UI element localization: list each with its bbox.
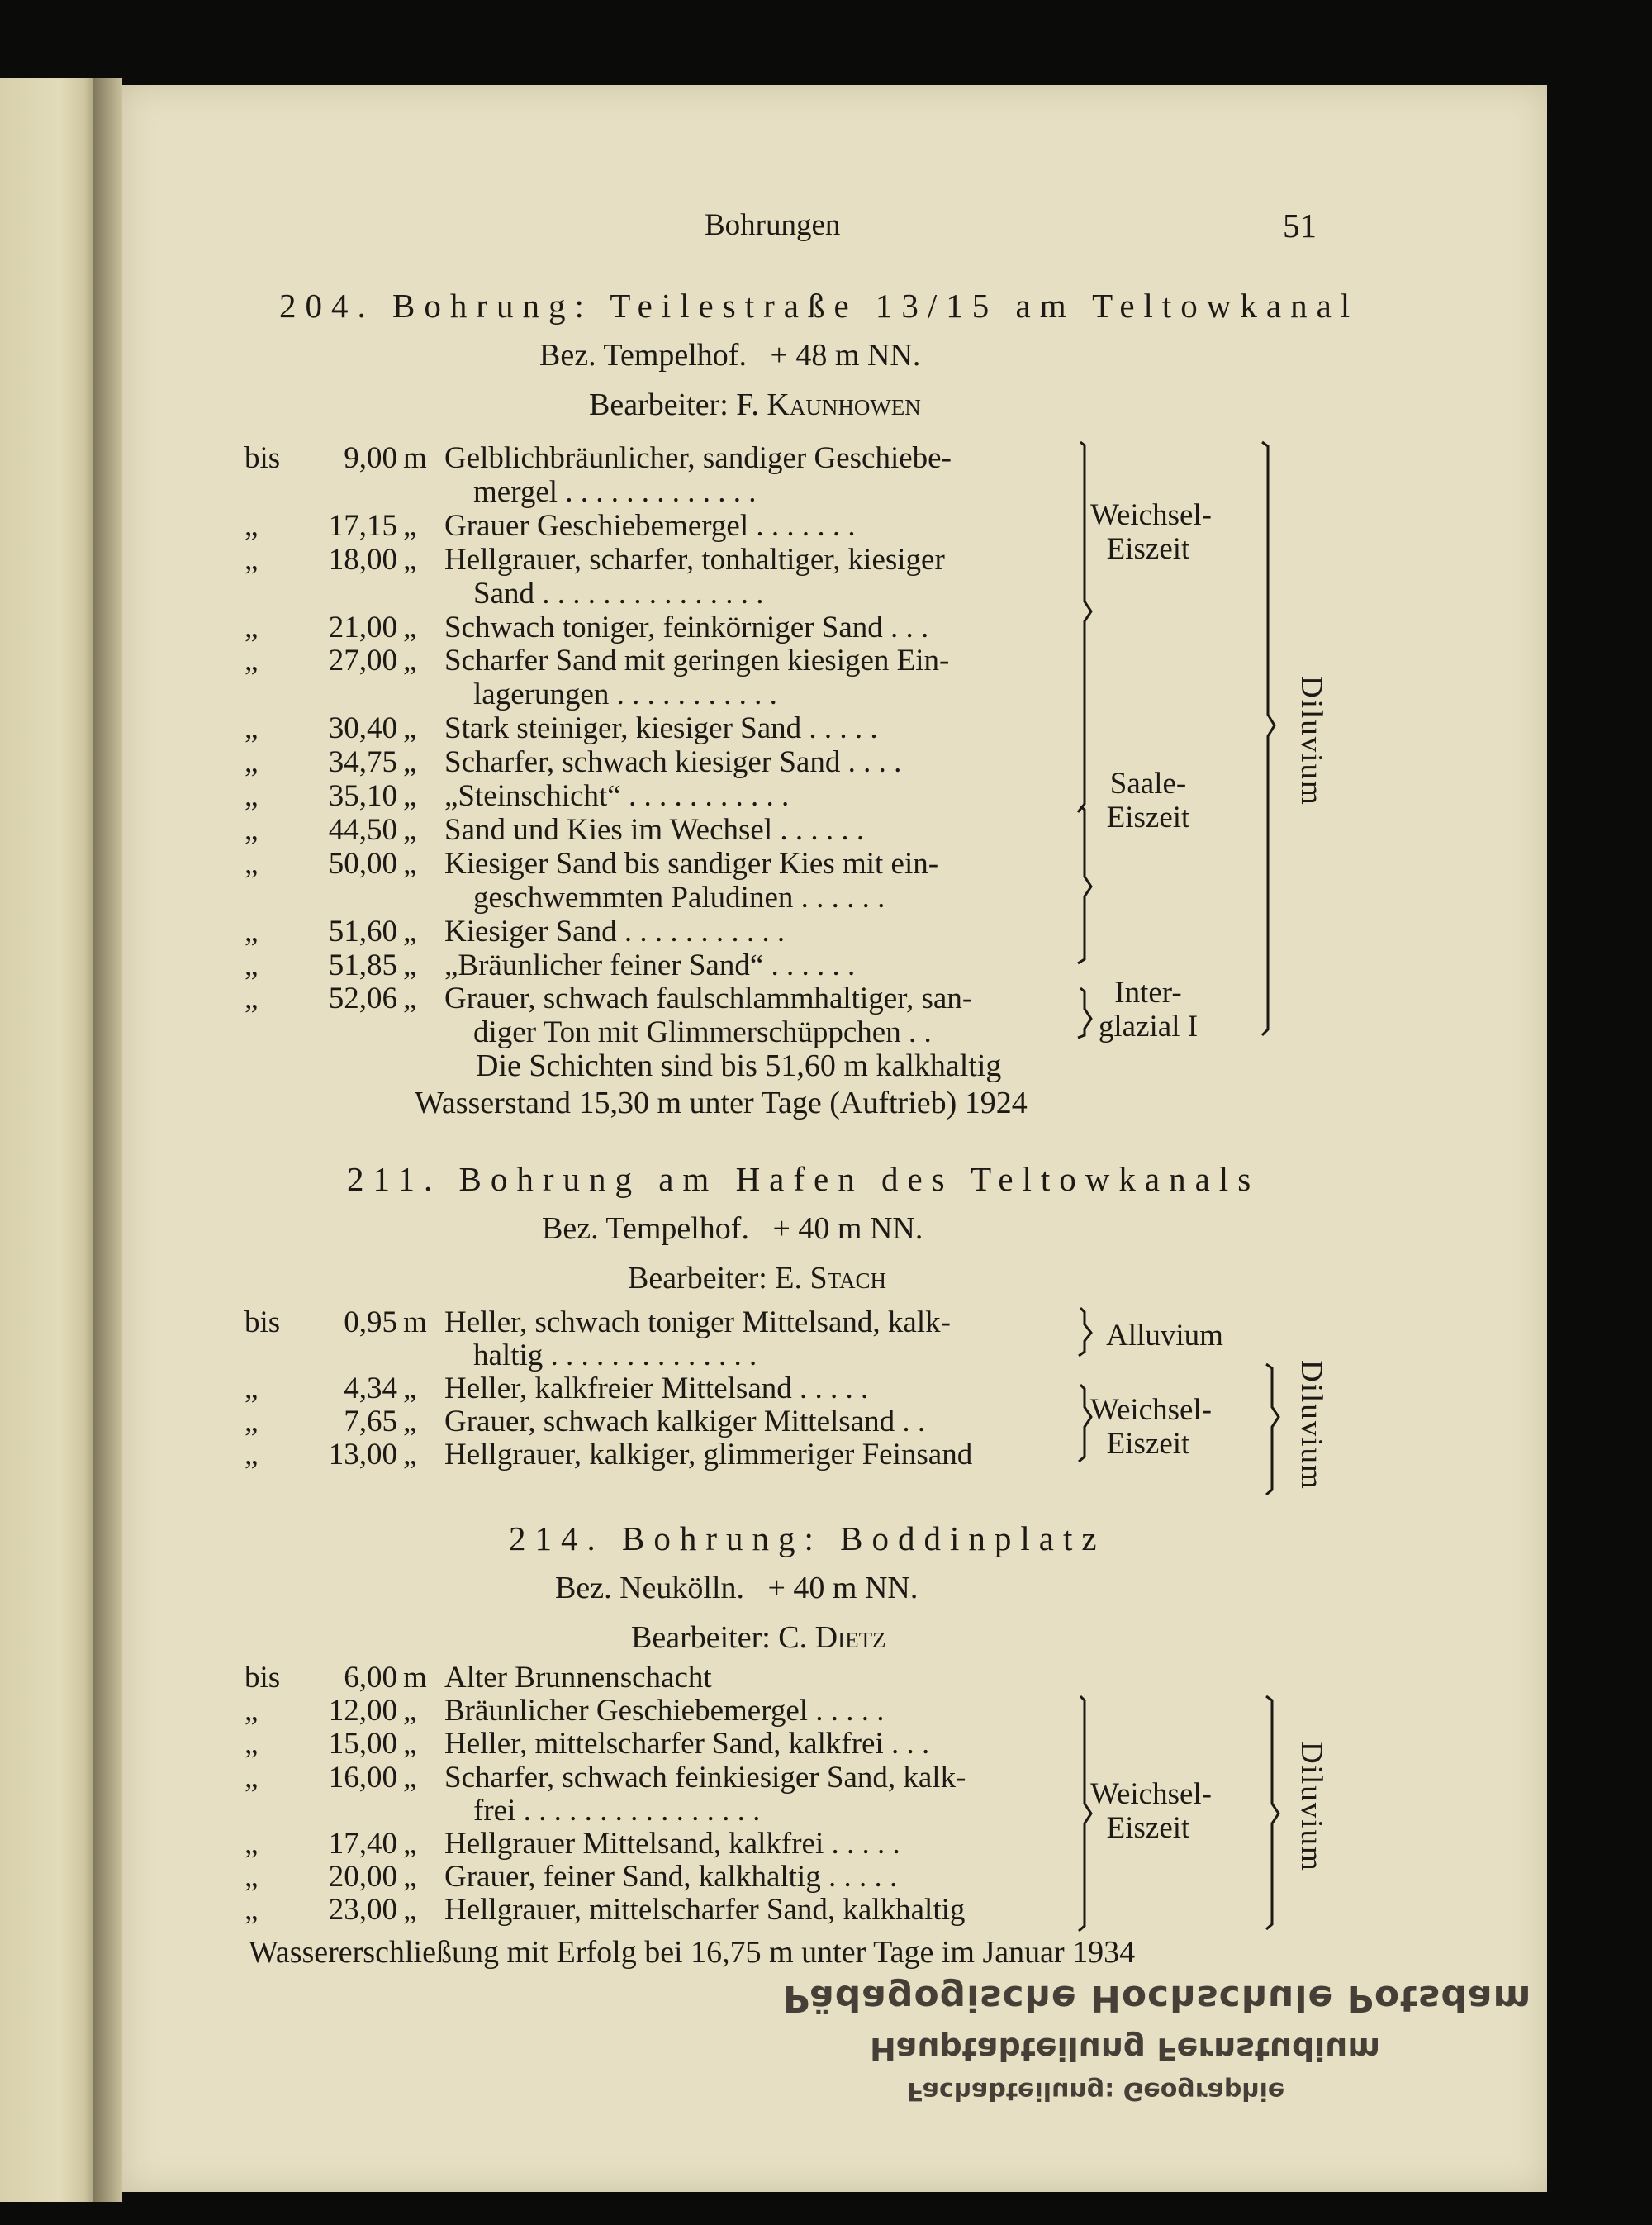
row-depth: 17,15 bbox=[328, 508, 397, 543]
period-diluvium-211: Diluvium bbox=[1294, 1360, 1328, 1490]
row-unit: „ bbox=[403, 542, 417, 577]
row-prefix: „ bbox=[244, 1860, 259, 1895]
label-alluvium-211: Alluvium bbox=[1106, 1319, 1223, 1353]
row-depth: 4,34 bbox=[344, 1372, 397, 1405]
left-page-edge bbox=[0, 78, 99, 2202]
row-unit: „ bbox=[403, 508, 417, 543]
row-unit: „ bbox=[403, 711, 417, 746]
row-description-line: diger Ton mit Glimmerschüppchen . . bbox=[473, 1015, 932, 1050]
row-unit: „ bbox=[403, 745, 417, 780]
running-title: Bohrungen bbox=[705, 208, 841, 242]
row-description-line: Scharfer Sand mit geringen kiesigen Ein- bbox=[444, 644, 950, 678]
location-line-211: Bez. Tempelhof. + 40 m NN. bbox=[542, 1211, 923, 1246]
period-diluvium-204: Diluvium bbox=[1294, 676, 1328, 806]
label-weichsel-214: Weichsel- Eiszeit bbox=[1090, 1777, 1213, 1845]
row-unit: „ bbox=[403, 846, 417, 881]
row-description-line: mergel . . . . . . . . . . . . . bbox=[473, 474, 757, 509]
editor-name: Stach bbox=[809, 1261, 886, 1296]
row-unit: „ bbox=[403, 1372, 417, 1405]
row-prefix: „ bbox=[244, 914, 259, 948]
row-unit: „ bbox=[403, 1827, 417, 1861]
row-depth: 15,00 bbox=[328, 1727, 397, 1761]
row-description-line: Scharfer, schwach kiesiger Sand . . . . bbox=[444, 745, 902, 780]
row-description-line: geschwemmten Paludinen . . . . . . bbox=[473, 880, 885, 915]
row-depth: 44,50 bbox=[328, 812, 397, 847]
row-prefix: bis bbox=[244, 441, 281, 475]
row-depth: 18,00 bbox=[328, 542, 397, 577]
row-description-line: Scharfer, schwach feinkiesiger Sand, kalk- bbox=[444, 1760, 966, 1795]
row-description-line: „Bräunlicher feiner Sand“ . . . . . . bbox=[444, 948, 856, 982]
row-prefix: „ bbox=[244, 1694, 259, 1728]
row-description-line: Sand . . . . . . . . . . . . . . . bbox=[473, 576, 764, 611]
section-title-211: 211. Bohrung am Hafen des Teltowkanals bbox=[347, 1160, 1260, 1198]
row-description-line: „Steinschicht“ . . . . . . . . . . . bbox=[444, 779, 790, 813]
editor-name: Dietz bbox=[814, 1620, 886, 1655]
row-description-line: Heller, schwach toniger Mittelsand, kalk- bbox=[444, 1305, 951, 1339]
row-depth: 0,95 bbox=[344, 1305, 397, 1339]
row-prefix: „ bbox=[244, 779, 259, 813]
row-description-line: Hellgrauer, kalkiger, glimmeriger Feinsand bbox=[444, 1438, 973, 1471]
row-depth: 50,00 bbox=[328, 846, 397, 881]
book-gutter bbox=[93, 78, 122, 2202]
row-description-line: lagerungen . . . . . . . . . . . bbox=[473, 677, 777, 712]
row-depth: 7,65 bbox=[344, 1405, 397, 1438]
row-description-line: Hellgrauer, scharfer, tonhaltiger, kiesiger bbox=[444, 542, 945, 577]
row-description-line: Grauer, schwach kalkiger Mittelsand . . bbox=[444, 1405, 926, 1438]
row-depth: 51,85 bbox=[328, 948, 397, 982]
row-prefix: „ bbox=[244, 1727, 259, 1761]
row-unit: m bbox=[403, 441, 427, 475]
row-unit: „ bbox=[403, 610, 417, 644]
location-line-204: Bez. Tempelhof. + 48 m NN. bbox=[539, 338, 921, 373]
row-depth: 23,00 bbox=[328, 1893, 397, 1928]
row-depth: 27,00 bbox=[328, 644, 397, 678]
row-description-line: frei . . . . . . . . . . . . . . . . bbox=[473, 1793, 761, 1828]
location-line-214: Bez. Neukölln. + 40 m NN. bbox=[555, 1571, 919, 1605]
row-description-line: Sand und Kies im Wechsel . . . . . . bbox=[444, 812, 865, 847]
row-prefix: „ bbox=[244, 846, 259, 881]
library-stamp-line-3: Fachabteilung: Geographie bbox=[907, 2076, 1285, 2105]
label-interglazial-204: Inter- glazial I bbox=[1098, 976, 1199, 1044]
row-description-line: Stark steiniger, kiesiger Sand . . . . . bbox=[444, 711, 878, 746]
row-description-line: haltig . . . . . . . . . . . . . . bbox=[473, 1338, 757, 1372]
section-title-214: 214. Bohrung: Boddinplatz bbox=[509, 1519, 1106, 1557]
row-depth: 13,00 bbox=[328, 1438, 397, 1471]
row-prefix: „ bbox=[244, 1372, 259, 1405]
editor-line-211: Bearbeiter: E. Stach bbox=[628, 1261, 886, 1296]
editor-line-214: Bearbeiter: C. Dietz bbox=[631, 1620, 886, 1655]
row-prefix: „ bbox=[244, 644, 259, 678]
row-unit: „ bbox=[403, 779, 417, 813]
period-diluvium-214: Diluvium bbox=[1294, 1742, 1328, 1872]
row-unit: „ bbox=[403, 1727, 417, 1761]
note-204-water: Wasserstand 15,30 m unter Tage (Auftrieb) 1924 bbox=[415, 1086, 1028, 1120]
row-unit: „ bbox=[403, 1860, 417, 1895]
row-unit: „ bbox=[403, 1893, 417, 1928]
row-depth: 12,00 bbox=[328, 1694, 397, 1728]
row-unit: „ bbox=[403, 1405, 417, 1438]
row-prefix: bis bbox=[244, 1305, 281, 1339]
bracket-group-214 bbox=[122, 85, 1547, 2192]
row-prefix: „ bbox=[244, 542, 259, 577]
label-saale-204: Saale- Eiszeit bbox=[1106, 767, 1190, 834]
row-prefix: „ bbox=[244, 982, 259, 1016]
label-weichsel-204: Weichsel- Eiszeit bbox=[1090, 498, 1213, 566]
section-title-204: 204. Bohrung: Teilestraße 13/15 am Teltowkanal bbox=[279, 287, 1360, 325]
row-prefix: „ bbox=[244, 1405, 259, 1438]
row-unit: „ bbox=[403, 1760, 417, 1795]
row-description-line: Kiesiger Sand bis sandiger Kies mit ein- bbox=[444, 846, 939, 881]
row-prefix: bis bbox=[244, 1661, 281, 1695]
row-depth: 17,40 bbox=[328, 1827, 397, 1861]
row-depth: 16,00 bbox=[328, 1760, 397, 1795]
row-prefix: „ bbox=[244, 1438, 259, 1471]
library-stamp-line-2: Hauptabteilung Fernstudium bbox=[870, 2031, 1380, 2067]
row-prefix: „ bbox=[244, 1827, 259, 1861]
row-prefix: „ bbox=[244, 745, 259, 780]
row-prefix: „ bbox=[244, 948, 259, 982]
library-stamp-line-1: Pädagogische Hochschule Potsdam bbox=[783, 1977, 1532, 2019]
row-depth: 21,00 bbox=[328, 610, 397, 644]
row-depth: 52,06 bbox=[328, 982, 397, 1016]
row-unit: m bbox=[403, 1661, 427, 1695]
row-depth: 20,00 bbox=[328, 1860, 397, 1895]
row-unit: „ bbox=[403, 982, 417, 1016]
row-prefix: „ bbox=[244, 711, 259, 746]
row-depth: 9,00 bbox=[344, 441, 397, 475]
row-description-line: Bräunlicher Geschiebemergel . . . . . bbox=[444, 1694, 885, 1728]
row-description-line: Grauer, feiner Sand, kalkhaltig . . . . . bbox=[444, 1860, 898, 1895]
row-depth: 34,75 bbox=[328, 745, 397, 780]
editor-line-204: Bearbeiter: F. Kaunhowen bbox=[589, 387, 921, 422]
row-description-line: Grauer, schwach faulschlammhaltiger, san- bbox=[444, 982, 973, 1016]
row-description-line: Schwach toniger, feinkörniger Sand . . . bbox=[444, 610, 929, 644]
row-description-line: Hellgrauer, mittelscharfer Sand, kalkhaltig bbox=[444, 1893, 966, 1928]
row-description-line: Hellgrauer Mittelsand, kalkfrei . . . . . bbox=[444, 1827, 900, 1861]
row-description-line: Kiesiger Sand . . . . . . . . . . . bbox=[444, 914, 786, 948]
row-prefix: „ bbox=[244, 1760, 259, 1795]
row-prefix: „ bbox=[244, 1893, 259, 1928]
editor-name: Kaunhowen bbox=[767, 387, 921, 422]
row-prefix: „ bbox=[244, 610, 259, 644]
row-unit: „ bbox=[403, 644, 417, 678]
label-weichsel-211: Weichsel- Eiszeit bbox=[1090, 1393, 1213, 1461]
note-214-water: Wassererschließung mit Erfolg bei 16,75 m unter Tage im Januar 1934 bbox=[249, 1935, 1136, 1970]
row-description-line: Alter Brunnenschacht bbox=[444, 1661, 712, 1695]
row-description-line: Heller, kalkfreier Mittelsand . . . . . bbox=[444, 1372, 869, 1405]
row-unit: „ bbox=[403, 914, 417, 948]
row-description-line: Gelblichbräunlicher, sandiger Geschiebe- bbox=[444, 441, 952, 475]
row-unit: „ bbox=[403, 1694, 417, 1728]
page-number: 51 bbox=[1283, 207, 1317, 245]
row-depth: 30,40 bbox=[328, 711, 397, 746]
row-unit: „ bbox=[403, 948, 417, 982]
row-unit: m bbox=[403, 1305, 427, 1339]
row-description-line: Heller, mittelscharfer Sand, kalkfrei . . . bbox=[444, 1727, 930, 1761]
row-prefix: „ bbox=[244, 508, 259, 543]
row-prefix: „ bbox=[244, 812, 259, 847]
book-page bbox=[122, 85, 1547, 2192]
row-depth: 51,60 bbox=[328, 914, 397, 948]
row-unit: „ bbox=[403, 1438, 417, 1471]
row-description-line: Grauer Geschiebemergel . . . . . . . bbox=[444, 508, 856, 543]
row-depth: 6,00 bbox=[344, 1661, 397, 1695]
row-depth: 35,10 bbox=[328, 779, 397, 813]
note-204-calc: Die Schichten sind bis 51,60 m kalkhaltig bbox=[476, 1048, 1002, 1083]
row-unit: „ bbox=[403, 812, 417, 847]
